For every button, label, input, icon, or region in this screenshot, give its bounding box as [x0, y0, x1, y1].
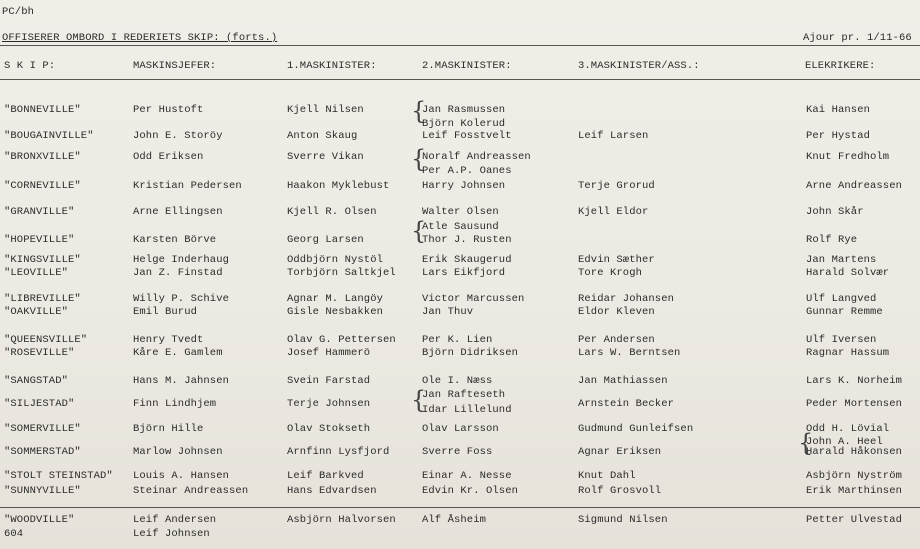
cell-second: Björn Didriksen	[422, 347, 519, 359]
cell-ship: 604	[4, 528, 24, 540]
cell-chief: Hans M. Jahnsen	[133, 375, 230, 387]
cell-chief: Helge Inderhaug	[133, 254, 230, 266]
cell-first: Asbjörn Halvorsen	[287, 514, 396, 526]
cell-third: Jan Mathiassen	[578, 375, 668, 387]
cell-chief: Willy P. Schive	[133, 293, 230, 305]
cell-first: Leif Barkved	[287, 470, 364, 482]
cell-third: Knut Dahl	[578, 470, 636, 482]
cell-second: Lars Eikfjord	[422, 267, 506, 279]
cell-ship: "ROSEVILLE"	[4, 347, 75, 359]
cell-elec: Knut Fredholm	[806, 151, 890, 163]
cell-chief: Emil Burud	[133, 306, 198, 318]
cell-second: Atle Sausund	[422, 221, 499, 233]
cell-chief: Björn Hille	[133, 423, 204, 435]
document-date: Ajour pr. 1/11-66	[803, 32, 912, 44]
cell-ship: "LIBREVILLE"	[4, 293, 81, 305]
col-header-elec: ELEKRIKERE:	[805, 60, 876, 72]
cell-chief: Henry Tvedt	[133, 334, 204, 346]
cell-third: Terje Grorud	[578, 180, 655, 192]
brace-mark: {	[798, 429, 814, 457]
cell-third: Tore Krogh	[578, 267, 643, 279]
cell-second: Leif Fosstvelt	[422, 130, 512, 142]
cell-chief: Leif Johnsen	[133, 528, 210, 540]
cell-first: Torbjörn Saltkjel	[287, 267, 396, 279]
col-header-ship: S K I P:	[4, 60, 56, 72]
col-header-second: 2.MASKINISTER:	[422, 60, 512, 72]
cell-third: Sigmund Nilsen	[578, 514, 668, 526]
cell-third: Agnar Eriksen	[578, 446, 662, 458]
cell-second: Jan Rasmussen	[422, 104, 506, 116]
cell-first: Arnfinn Lysfjord	[287, 446, 390, 458]
cell-second: Harry Johnsen	[422, 180, 506, 192]
brace-mark: {	[411, 386, 427, 414]
document-title: OFFISERER OMBORD I REDERIETS SKIP: (forts.)	[2, 32, 278, 44]
cell-third: Edvin Sæther	[578, 254, 655, 266]
cell-ship: "BONNEVILLE"	[4, 104, 81, 116]
cell-third: Eldor Kleven	[578, 306, 655, 318]
cell-elec: John Skår	[806, 206, 864, 218]
cell-elec: Ulf Langved	[806, 293, 877, 305]
col-header-third: 3.MASKINISTER/ASS.:	[578, 60, 700, 72]
document-ref: PC/bh	[2, 6, 35, 18]
cell-elec: Ulf Iversen	[806, 334, 877, 346]
cell-first: Agnar M. Langöy	[287, 293, 384, 305]
cell-second: Björn Kolerud	[422, 118, 506, 130]
col-header-chief: MASKINSJEFER:	[133, 60, 217, 72]
cell-elec: Ragnar Hassum	[806, 347, 890, 359]
cell-second: Jan Rafteseth	[422, 389, 506, 401]
cell-first: Hans Edvardsen	[287, 485, 377, 497]
cell-elec: Asbjörn Nyström	[806, 470, 903, 482]
brace-mark: {	[411, 97, 427, 125]
cell-ship: "CORNEVILLE"	[4, 180, 81, 192]
cell-chief: Leif Andersen	[133, 514, 217, 526]
cell-ship: "STOLT STEINSTAD"	[4, 470, 113, 482]
cell-second: Per A.P. Oanes	[422, 165, 512, 177]
cell-second: Olav Larsson	[422, 423, 499, 435]
cell-chief: Karsten Börve	[133, 234, 217, 246]
col-header-first: 1.MASKINISTER:	[287, 60, 377, 72]
cell-third: Reidar Johansen	[578, 293, 675, 305]
cell-elec: Arne Andreassen	[806, 180, 903, 192]
cell-ship: "SANGSTAD"	[4, 375, 69, 387]
columns-rule	[0, 79, 920, 80]
cell-elec: Peder Mortensen	[806, 398, 903, 410]
cell-second: Idar Lillelund	[422, 404, 512, 416]
cell-ship: "SOMMERSTAD"	[4, 446, 81, 458]
cell-second: Per K. Lien	[422, 334, 493, 346]
cell-chief: John E. Storöy	[133, 130, 223, 142]
cell-chief: Steinar Andreassen	[133, 485, 249, 497]
cell-ship: "HOPEVILLE"	[4, 234, 75, 246]
cell-ship: "SOMERVILLE"	[4, 423, 81, 435]
cell-elec: Petter Ulvestad	[806, 514, 903, 526]
cell-third: Lars W. Berntsen	[578, 347, 681, 359]
cell-elec: Jan Martens	[806, 254, 877, 266]
cell-elec: Erik Marthinsen	[806, 485, 903, 497]
cell-elec: Harald Håkonsen	[806, 446, 903, 458]
cell-elec: Rolf Rye	[806, 234, 858, 246]
cell-chief: Finn Lindhjem	[133, 398, 217, 410]
cell-third: Arnstein Becker	[578, 398, 675, 410]
cell-elec: Lars K. Norheim	[806, 375, 903, 387]
cell-ship: "KINGSVILLE"	[4, 254, 81, 266]
cell-ship: "SILJESTAD"	[4, 398, 75, 410]
cell-ship: "LEOVILLE"	[4, 267, 69, 279]
cell-second: Noralf Andreassen	[422, 151, 531, 163]
cell-ship: "QUEENSVILLE"	[4, 334, 88, 346]
cell-first: Haakon Myklebust	[287, 180, 390, 192]
cell-second: Alf Åsheim	[422, 514, 487, 526]
footer-rule	[0, 507, 920, 508]
cell-first: Georg Larsen	[287, 234, 364, 246]
cell-second: Einar A. Nesse	[422, 470, 512, 482]
cell-ship: "BOUGAINVILLE"	[4, 130, 94, 142]
cell-ship: "WOODVILLE"	[4, 514, 75, 526]
cell-chief: Marlow Johnsen	[133, 446, 223, 458]
cell-first: Svein Farstad	[287, 375, 371, 387]
cell-second: Ole I. Næss	[422, 375, 493, 387]
cell-first: Terje Johnsen	[287, 398, 371, 410]
cell-elec: Harald Solvær	[806, 267, 890, 279]
cell-third: Rolf Grosvoll	[578, 485, 662, 497]
cell-chief: Jan Z. Finstad	[133, 267, 223, 279]
cell-second: Thor J. Rusten	[422, 234, 512, 246]
cell-chief: Per Hustoft	[133, 104, 204, 116]
cell-third: Kjell Eldor	[578, 206, 649, 218]
cell-first: Oddbjörn Nystöl	[287, 254, 384, 266]
header-rule	[0, 45, 920, 46]
cell-first: Anton Skaug	[287, 130, 358, 142]
cell-first: Kjell Nilsen	[287, 104, 364, 116]
cell-chief: Kåre E. Gamlem	[133, 347, 223, 359]
cell-third: Per Andersen	[578, 334, 655, 346]
cell-elec: Odd H. Lövial	[806, 423, 890, 435]
cell-third: Gudmund Gunleifsen	[578, 423, 694, 435]
cell-first: Gisle Nesbakken	[287, 306, 384, 318]
cell-elec: John A. Heel	[806, 436, 883, 448]
cell-first: Olav Stokseth	[287, 423, 371, 435]
cell-second: Victor Marcussen	[422, 293, 525, 305]
cell-second: Erik Skaugerud	[422, 254, 512, 266]
cell-first: Kjell R. Olsen	[287, 206, 377, 218]
cell-second: Jan Thuv	[422, 306, 474, 318]
cell-ship: "BRONXVILLE"	[4, 151, 81, 163]
cell-ship: "SUNNYVILLE"	[4, 485, 81, 497]
cell-second: Sverre Foss	[422, 446, 493, 458]
cell-first: Sverre Vikan	[287, 151, 364, 163]
cell-chief: Odd Eriksen	[133, 151, 204, 163]
cell-first: Josef Hammerö	[287, 347, 371, 359]
cell-third: Leif Larsen	[578, 130, 649, 142]
cell-elec: Gunnar Remme	[806, 306, 883, 318]
cell-second: Walter Olsen	[422, 206, 499, 218]
cell-chief: Arne Ellingsen	[133, 206, 223, 218]
brace-mark: {	[411, 145, 427, 173]
cell-second: Edvin Kr. Olsen	[422, 485, 519, 497]
cell-first: Olav G. Pettersen	[287, 334, 396, 346]
cell-elec: Per Hystad	[806, 130, 871, 142]
cell-chief: Louis A. Hansen	[133, 470, 230, 482]
cell-elec: Kai Hansen	[806, 104, 871, 116]
cell-ship: "GRANVILLE"	[4, 206, 75, 218]
brace-mark: {	[411, 217, 427, 245]
cell-ship: "OAKVILLE"	[4, 306, 69, 318]
cell-chief: Kristian Pedersen	[133, 180, 242, 192]
